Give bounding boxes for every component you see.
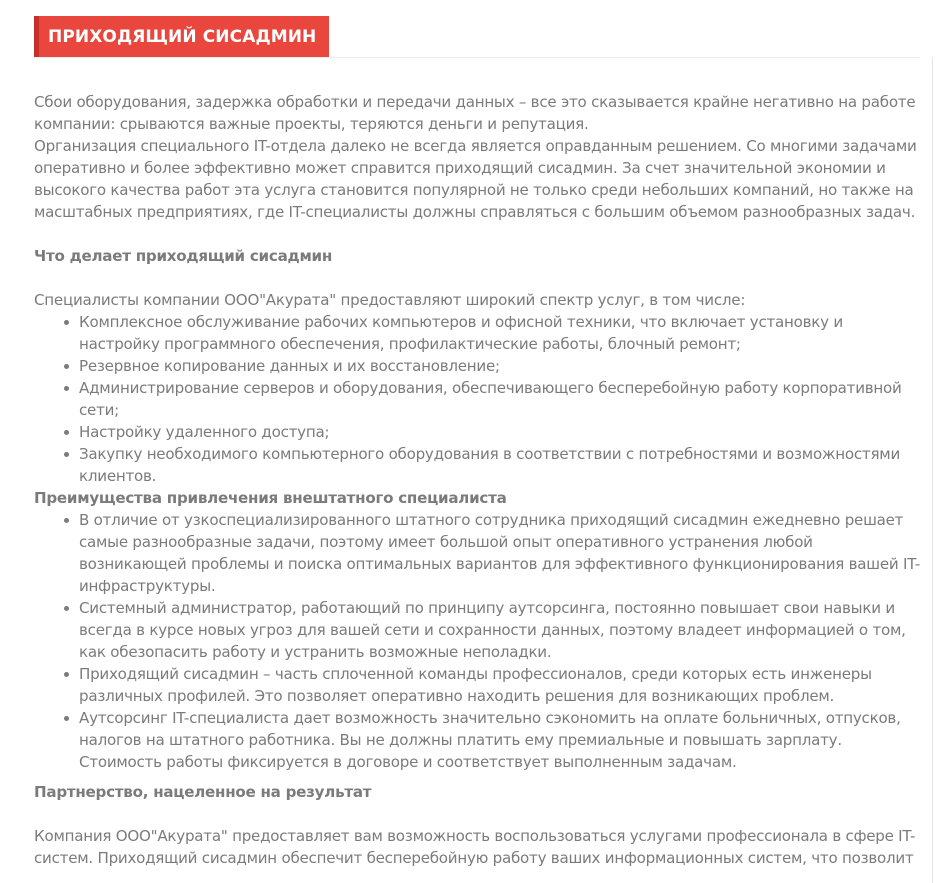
advantages-list (34, 509, 924, 773)
bullet-icon (64, 386, 69, 391)
section-heading-partnership: Партнерство, нацеленное на результат (34, 783, 372, 801)
bullet-icon (64, 518, 69, 523)
list-item: Закупку необходимого компьютерного оборудования в соответствии с потребностями и возможностями клиентов. (79, 443, 924, 487)
intro-paragraph-1: Сбои оборудования, задержка обработки и передачи данных – все это сказывается крайне негативно на работе компании: срываются важные проекты, теряются деньги и репутация. (34, 93, 916, 133)
list-item: Приходящий сисадмин – часть сплоченной команды профессионалов, среди которых есть инженеры различных профилей. Это позволяет оперативно находить решения для возникающих проблем. (79, 663, 924, 707)
page-title: ПРИХОДЯЩИЙ СИСАДМИН (48, 26, 317, 47)
intro-paragraph-2: Организация специального IT-отдела далеко не всегда является оправданным решением. Со многими задачами оперативно и более эффективно может справится приходящий сисадмин. За счет значительной экономии и высокого качества работ эта услуга становится популярной не только среди небольших компаний, но также на масштабных предприятиях, где IT-специалисты должны справляться с большим объемом разнообразных задач. (34, 137, 917, 221)
list-item: Комплексное обслуживание рабочих компьютеров и офисной техники, что включает установку и настройку программного обеспечения, профилактические работы, блочный ремонт; (79, 311, 924, 355)
article-body (34, 91, 924, 869)
title-badge (34, 16, 329, 57)
list-item: Администрирование серверов и оборудования, обеспечивающего бесперебойную работу корпоративной сети; (79, 377, 924, 421)
list-item: Системный администратор, работающий по принципу аутсорсинга, постоянно повышает свои навыки и всегда в курсе новых угроз для вашей сети и сохранности данных, поэтому владеет информацией о том, как обезопасить работу и устранить возможные неполадки. (79, 597, 924, 663)
section-heading-advantages: Преимущества привлечения внештатного специалиста (34, 489, 507, 507)
partnership-paragraph: Компания ООО"Акурата" предоставляет вам возможность воспользоваться услугами профессионала в сфере IT-систем. Приходящий сисадмин обеспечит бесперебойную работу ваших информационных систем, что позволит (34, 827, 916, 867)
right-divider (932, 57, 933, 883)
bullet-icon (64, 452, 69, 457)
bullet-icon (64, 716, 69, 721)
bullet-icon (64, 430, 69, 435)
services-list (34, 311, 924, 487)
list-item: В отличие от узкоспециализированного штатного сотрудника приходящий сисадмин ежедневно решает самые разнообразные задачи, поэтому имеет большой опыт оперативного устранения любой возникающей проблемы и поиска оптимальных вариантов для эффективного функционирования вашей IT-инфраструктуры. (79, 509, 924, 597)
bullet-icon (64, 364, 69, 369)
bullet-icon (64, 672, 69, 677)
section-heading-what: Что делает приходящий сисадмин (34, 247, 333, 265)
title-bar (34, 16, 920, 58)
list-item: Аутсорсинг IT-специалиста дает возможность значительно сэкономить на оплате больничных, отпусков, налогов на штатного работника. Вы не должны платить ему премиальные и повышать зарплату. Стоимость работы фиксируется в договоре и соответствует выполненным задачам. (79, 707, 924, 773)
section-lead: Специалисты компании ООО"Акурата" предоставляют широкий спектр услуг, в том числе: (34, 291, 746, 309)
list-item: Резервное копирование данных и их восстановление; (79, 355, 924, 377)
list-item: Настройку удаленного доступа; (79, 421, 924, 443)
bullet-icon (64, 320, 69, 325)
bullet-icon (64, 606, 69, 611)
